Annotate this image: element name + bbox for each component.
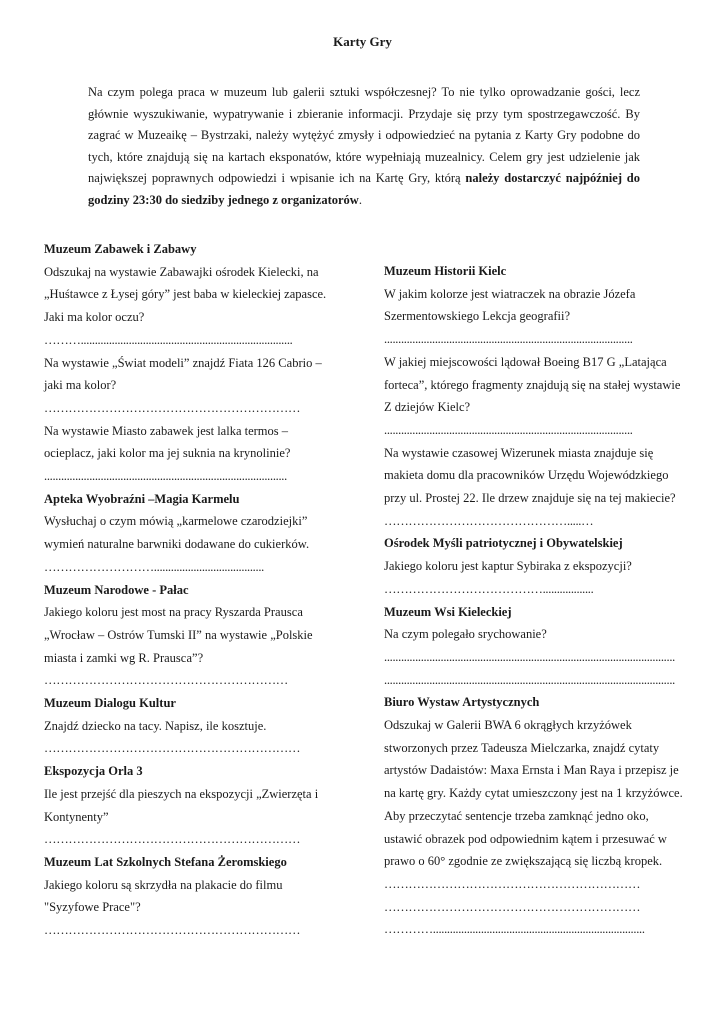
answer-line[interactable]: ....................................................................................................... — [384, 649, 675, 664]
question-text: artystów Dadaistów: Maxa Ernsta i Man Raya i przepisz je — [384, 763, 679, 778]
question-text: Jakiego koloru są skrzydła na plakacie do filmu — [44, 877, 283, 892]
museum-heading: Ośrodek Myśli patriotycznej i Obywatelskiej — [384, 536, 623, 551]
answer-line[interactable]: ........................................................................................ — [384, 332, 633, 347]
museum-heading: Muzeum Wsi Kieleckiej — [384, 604, 512, 619]
answer-line[interactable]: ……………………………………………………… — [44, 923, 301, 938]
museum-heading: Muzeum Lat Szkolnych Stefana Żeromskiego — [44, 854, 287, 869]
question-text: "Syzyfowe Prace"? — [44, 900, 141, 915]
intro-deadline: należy dostarczyć najpóźniej do godziny 23:30 do siedziby jednego z organizatorów — [88, 171, 641, 207]
question-text: przy ul. Prostej 22. Ile drzew znajduje się na tej makiecie? — [384, 491, 676, 506]
answer-line[interactable]: ………........................................................................... — [44, 332, 293, 347]
museum-section — [384, 691, 690, 941]
question-text: „Huśtawce z Łysej góry” jest baba w kieleckiej zapasce. — [44, 287, 327, 302]
answer-line[interactable]: ………………………………….................. — [384, 581, 594, 596]
question-text: Na wystawie Miasto zabawek jest lalka termos – — [44, 423, 289, 438]
museum-heading: Muzeum Zabawek i Zabawy — [44, 242, 197, 256]
question-text: Jakiego koloru jest kaptur Sybiraka z ekspozycji? — [384, 559, 632, 574]
answer-line[interactable]: …………………………………………………… — [44, 673, 289, 688]
question-text: ustawić obrazek pod odpowiednim kątem i przesuwać w — [384, 831, 667, 846]
museum-section — [44, 760, 340, 851]
answer-line[interactable]: ……………………………………….....… — [384, 513, 594, 528]
question-text: Jaki ma kolor oczu? — [44, 310, 145, 325]
left-column — [44, 238, 340, 942]
question-text: Na czym polegało srychowanie? — [384, 627, 547, 642]
answer-line[interactable]: ....................................................................................................... — [384, 672, 675, 687]
question-text: Szermentowskiego Lekcja geografii? — [384, 309, 571, 324]
museum-section — [44, 692, 340, 760]
answer-line[interactable]: ……………………………………………………… — [384, 899, 641, 914]
answer-line[interactable]: ...................................................................................... — [44, 469, 287, 484]
question-text: jaki ma kolor? — [44, 378, 117, 393]
museum-section — [44, 488, 340, 579]
answer-line[interactable]: ……………………………………………………… — [44, 832, 301, 847]
question-text: wymień naturalne barwniki dodawane do cukierków. — [44, 537, 310, 552]
intro-text: Na czym polega praca w muzeum lub galerii sztuki współczesnej? To nie tylko oprowadzanie gości, lecz głównie wyszukiwanie, wypatrywanie i zbieranie informacji. Przydaje się przy tym spostrzegawczość. By zagrać w Muzeaikę – Bystrzaki, należy wytężyć zmysły i odpowiedzieć na pytania z Karty Gry podobne do tych, które znajdują się na kartach eksponatów, które wypełniają muzealnicy. Celem gry jest udzielenie jak największej poprawnych odpowiedzi i wpisanie ich na Kartę Gry, którą — [88, 85, 640, 186]
answer-line[interactable]: ………………………....................................... — [44, 559, 264, 574]
question-text: Aby przeczytać sentencje trzeba zamknąć jedno oko, — [384, 808, 649, 823]
museum-heading: Ekspozycja Orla 3 — [44, 764, 143, 779]
question-text: Odszukaj na wystawie Zabawajki ośrodek Kielecki, na — [44, 264, 319, 279]
page-title: Karty Gry — [333, 34, 392, 49]
question-text: Kontynenty” — [44, 809, 109, 824]
intro-end: . — [358, 192, 362, 207]
question-text: Na wystawie „Świat modeli” znajdź Fiata 126 Cabrio – — [44, 355, 322, 370]
museum-section — [44, 851, 340, 942]
right-column — [384, 260, 690, 941]
question-text: miasta i zamki wg R. Prausса”? — [44, 650, 204, 665]
museum-heading: Apteka Wyobraźni –Magia Karmelu — [44, 491, 240, 506]
question-text: Wysłuchaj o czym mówią „karmelowe czarodziejki” — [44, 514, 308, 529]
question-text: makieta domu dla pracowników Urzędu Wojewódzkiego — [384, 468, 669, 483]
answer-line[interactable]: ........................................................................................ — [384, 422, 633, 437]
question-text: Ile jest przejść dla pieszych na ekspozycji „Zwierzęta i — [44, 786, 319, 801]
answer-line[interactable]: ……………………………………………………… — [44, 400, 301, 415]
museum-heading: Muzeum Historii Kielc — [384, 264, 507, 278]
museum-heading: Biuro Wystaw Artystycznych — [384, 695, 540, 710]
question-text: Z dziejów Kielc? — [384, 400, 471, 415]
answer-line[interactable]: …………........................................................................... — [384, 922, 645, 937]
museum-section — [384, 601, 690, 692]
question-text: Na wystawie czasowej Wizerunek miasta znajduje się — [384, 445, 654, 460]
question-text: stworzonych przez Tadeusza Mielczarka, znajdź cytaty — [384, 740, 660, 755]
question-text: na kartę gry. Każdy cytat umieszczony jest na 1 krzyżówce. — [384, 786, 683, 801]
museum-section — [384, 260, 690, 532]
museum-heading: Muzeum Dialogu Kultur — [44, 696, 176, 711]
museum-section — [44, 238, 340, 488]
answer-line[interactable]: ……………………………………………………… — [384, 876, 641, 891]
question-text: Jakiego koloru jest most na pracy Ryszarda Prausса — [44, 605, 303, 620]
museum-heading: Muzeum Narodowe - Pałac — [44, 582, 189, 597]
question-text: „Wrocław – Ostrów Tumski II” na wystawie „Polskie — [44, 627, 313, 642]
question-text: forteca”, którego fragmenty znajdują się na stałej wystawie — [384, 377, 681, 392]
question-text: W jakiej miejscowości lądował Boeing B17 G „Latająca — [384, 354, 667, 369]
answer-line[interactable]: ……………………………………………………… — [44, 741, 301, 756]
museum-section — [384, 532, 690, 600]
question-text: Znajdź dziecko na tacy. Napisz, ile kosztuje. — [44, 718, 267, 733]
question-text: Odszukaj w Galerii BWA 6 okrągłych krzyżówek — [384, 718, 632, 733]
question-text: ocieplacz, jaki kolor ma jej suknia na krynolinie? — [44, 446, 291, 461]
question-text: W jakim kolorze jest wiatraczek na obrazie Józefa — [384, 286, 636, 301]
question-text: prawo o 60° zgodnie ze zwiększającą się liczbą kropek. — [384, 854, 663, 869]
museum-section — [44, 579, 340, 693]
intro-paragraph — [88, 82, 640, 212]
